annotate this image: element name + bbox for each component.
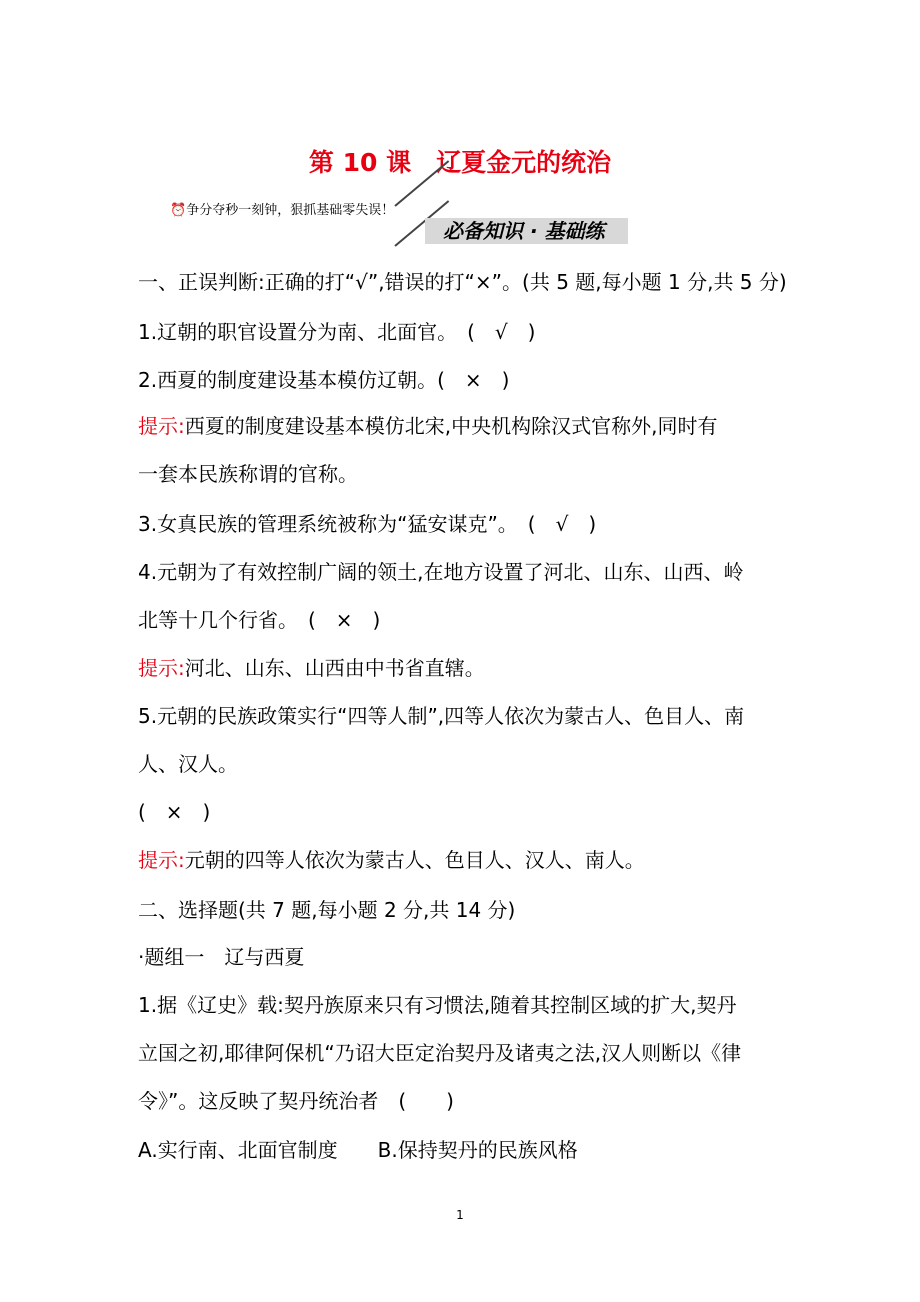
line-text: 人、汉人。: [138, 752, 238, 776]
line-text: 5.元朝的民族政策实行“四等人制”,四等人依次为蒙古人、色目人、南: [138, 704, 745, 728]
text-line: [138, 270, 787, 294]
hint-label: 提示:: [138, 848, 185, 872]
text-line: [138, 414, 717, 438]
text-line: [138, 704, 744, 728]
section-banner: 必备知识 · 基础练: [425, 218, 628, 244]
line-text: 1.据《辽史》载:契丹族原来只有习惯法,随着其控制区域的扩大,契丹: [138, 993, 737, 1017]
line-text: 令》”。这反映了契丹统治者 ( ): [138, 1089, 454, 1113]
hint-label: 提示:: [138, 414, 185, 438]
text-line: [138, 945, 304, 969]
line-text: ( × ): [138, 800, 211, 824]
text-line: [138, 993, 737, 1017]
line-text: 2.西夏的制度建设基本模仿辽朝。( × ): [138, 368, 510, 392]
line-text: 1.辽朝的职官设置分为南、北面官。 ( √ ): [138, 320, 536, 344]
page-number: 1: [456, 1208, 464, 1222]
line-text: A.实行南、北面官制度 B.保持契丹的民族风格: [138, 1138, 578, 1162]
text-line: [138, 656, 485, 680]
text-line: [138, 800, 210, 824]
line-text: 西夏的制度建设基本模仿北宋,中央机构除汉式官称外,同时有: [184, 414, 718, 438]
text-line: [138, 608, 380, 632]
line-text: 一套本民族称谓的官称。: [138, 462, 358, 486]
text-line: [138, 368, 509, 392]
line-text: ·题组一 辽与西夏: [138, 945, 305, 969]
text-line: [138, 898, 515, 922]
slogan: ⏰争分夺秒一刻钟，狠抓基础零失误！: [170, 203, 395, 218]
line-text: 一、正误判断:正确的打“√”,错误的打“×”。(共 5 题,每小题 1 分,共 5 分): [138, 270, 787, 294]
line-text: 4.元朝为了有效控制广阔的领土,在地方设置了河北、山东、山西、岭: [138, 560, 744, 584]
text-line: [138, 320, 535, 344]
line-text: 北等十几个行省。 ( × ): [138, 608, 381, 632]
text-line: [138, 1041, 741, 1065]
text-line: [138, 560, 743, 584]
text-line: [138, 752, 238, 776]
text-line: [138, 512, 596, 536]
text-line: [138, 848, 645, 872]
text-line: [138, 462, 358, 486]
line-text: 二、选择题(共 7 题,每小题 2 分,共 14 分): [138, 898, 516, 922]
line-text: 3.女真民族的管理系统被称为“猛安谋克”。 ( √ ): [138, 512, 597, 536]
text-line: [138, 1138, 578, 1162]
line-text: 河北、山东、山西由中书省直辖。: [184, 656, 485, 680]
line-text: 元朝的四等人依次为蒙古人、色目人、汉人、南人。: [184, 848, 645, 872]
hint-label: 提示:: [138, 656, 185, 680]
text-line: [138, 1089, 454, 1113]
lesson-title: 第 10 课 辽夏金元的统治: [308, 148, 612, 177]
clock-icon: ⏰: [170, 203, 187, 218]
line-text: 立国之初,耶律阿保机“乃诏大臣定治契丹及诸夷之法,汉人则断以《律: [138, 1041, 742, 1065]
